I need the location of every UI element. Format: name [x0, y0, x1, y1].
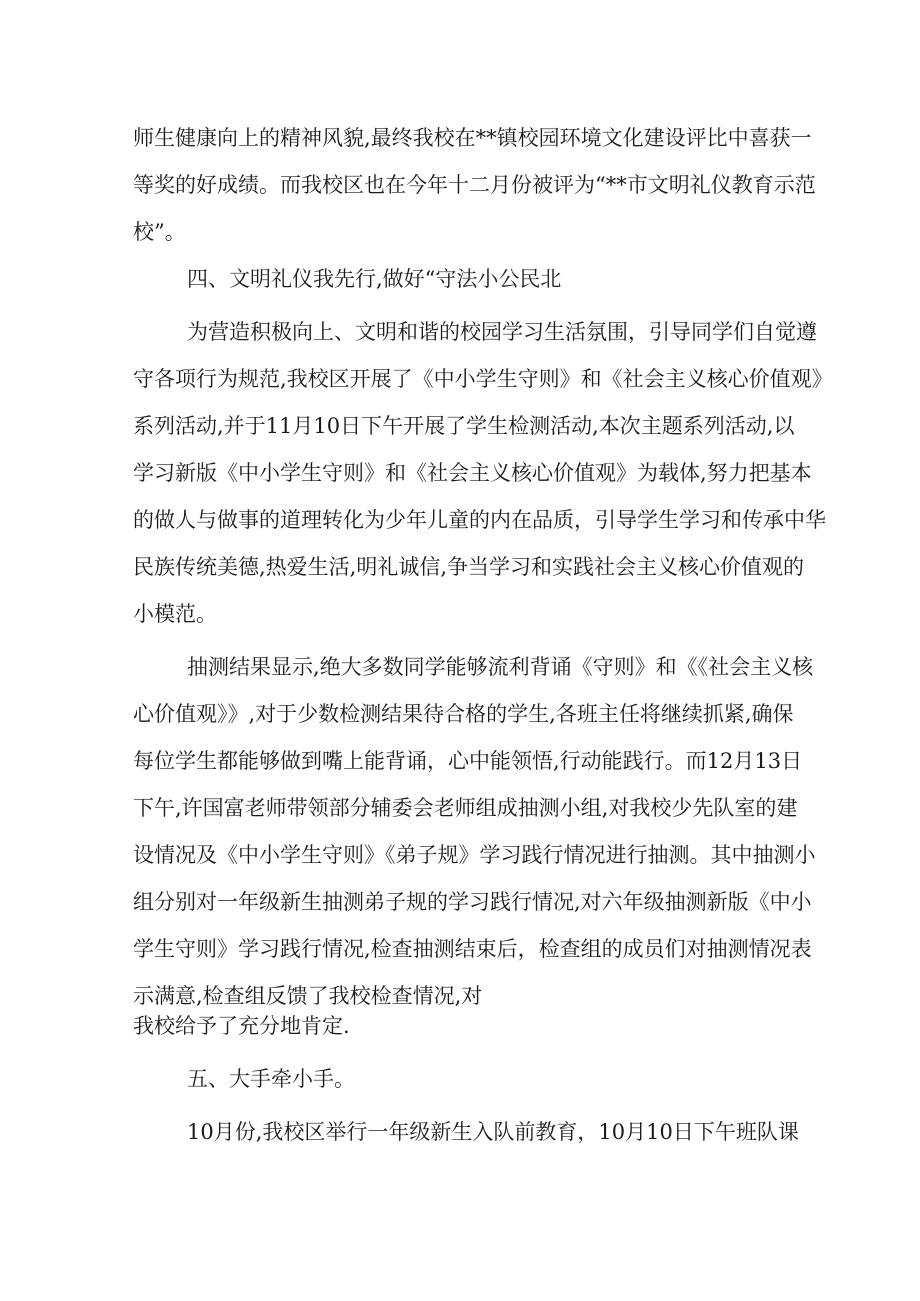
text-line: 示满意,检查组反馈了我校检查情况,对: [133, 984, 483, 1008]
text-line: 10月份,我校区举行一年级新生入队前教育，10月10日下午班队课: [187, 1120, 799, 1144]
text-line: 等奖的好成绩。而我校区也在今年十二月份被评为“**市文明礼仪教育示范: [133, 173, 816, 197]
text-line: 的做人与做事的道理转化为少年儿童的内在品质，引导学生学习和传承中华: [133, 508, 826, 532]
text-line: 校”。: [133, 220, 186, 244]
text-line: 每位学生都能够做到嘴上能背诵，心中能领悟,行动能践行。而12月13日: [133, 749, 803, 773]
text-line: 抽测结果显示,绝大多数同学能够流利背诵《守则》和《《社会主义核: [187, 655, 814, 679]
text-line: 为营造积极向上、文明和谐的校园学习生活氛围，引导同学们自觉遵: [187, 320, 817, 344]
text-line: 学习新版《中小学生守则》和《社会主义核心价值观》为载体,努力把基本: [133, 461, 812, 485]
text-line: 组分别对一年级新生抽测弟子规的学习践行情况,对六年级抽测新版《中小: [133, 890, 812, 914]
text-line: 我校给予了充分地肯定.: [133, 1014, 350, 1038]
text-line: 学生守则》学习践行情况,检查抽测结束后，检查组的成员们对抽测情况表: [133, 937, 812, 961]
section-heading: 四、文明礼仪我先行,做好“守法小公民北: [187, 267, 562, 291]
text-line: 师生健康向上的精神风貌,最终我校在**镇校园环境文化建设评比中喜获一: [133, 126, 812, 150]
text-line: 设情况及《中小学生守则》《弟子规》学习践行情况进行抽测。其中抽测小: [133, 843, 816, 867]
text-line: 守各项行为规范,我校区开展了《中小学生守则》和《社会主义核心价值观》: [133, 367, 833, 391]
text-line: 民族传统美德,热爱生活,明礼诚信,争当学习和实践社会主义核心价值观的: [133, 555, 805, 579]
text-line: 下午,许国富老师带领部分辅委会老师组成抽测小组,对我校少先队室的建: [133, 796, 798, 820]
section-heading: 五、大手牵小手。: [187, 1067, 355, 1091]
text-line: 心价值观》》,对于少数检测结果待合格的学生,各班主任将继续抓紧,确保: [133, 702, 794, 726]
text-line: 系列活动,并于11月10日下午开展了学生检测活动,本次主题系列活动,以: [133, 414, 795, 438]
text-line: 小模范。: [133, 602, 217, 626]
